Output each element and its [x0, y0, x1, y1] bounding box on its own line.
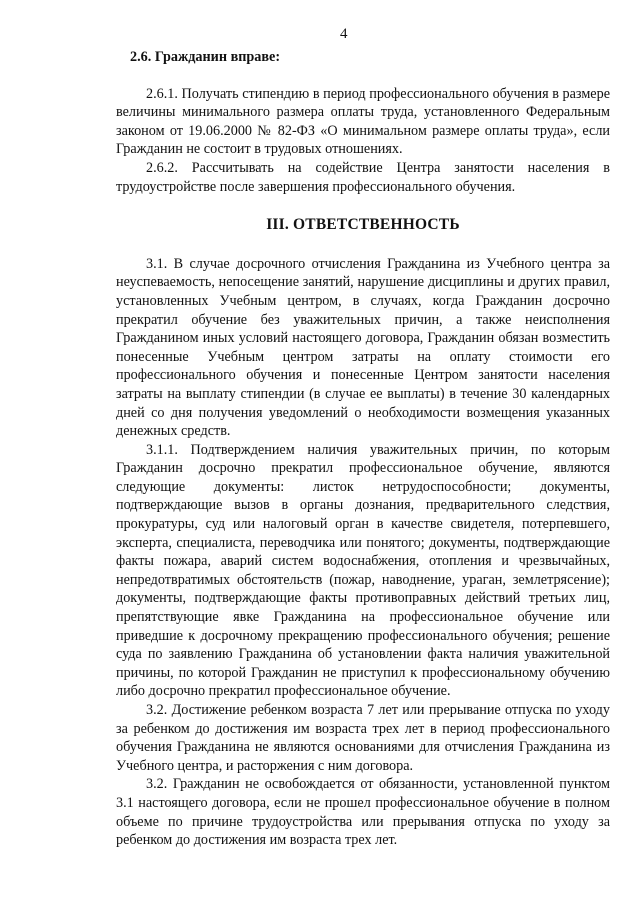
paragraph-3-1: 3.1. В случае досрочного отчисления Гражданина из Учебного центра за неуспеваемость, непосещение занятий, нарушение дисциплины и других правил, установленных Учебным центром, в случаях, когда Гражданин досрочно прекратил обучение без уважительных причин, а также неисполнения Гражданином иных условий настоящего договора, Гражданин обязан возместить понесенные Учебным центром затраты на оплату стоимости его профессионального обучения и понесенные Центром занятости населения затраты на выплату стипендии (в случае ее выплаты) в течение 30 календарных дней со дня получения уведомлений о необходимости возмещения указанных денежных средств.: [116, 255, 610, 440]
paragraph-2-6-1: 2.6.1. Получать стипендию в период профессионального обучения в размере величины минимального размера оплаты труда, установленного Федеральным законом от 19.06.2000 № 82-ФЗ «О минимальном размере оплаты труда», если Гражданин не состоит в трудовых отношениях.: [116, 85, 610, 158]
paragraph-3-2-b: 3.2. Гражданин не освобождается от обязанности, установленной пунктом 3.1 настоящего договора, если не прошел профессиональное обучение в полном объеме по причине трудоустройства или прерывания отпуска по уходу за ребенком до достижения им возраста трех лет.: [116, 776, 610, 849]
page-number: 4: [340, 26, 348, 42]
paragraph-2-6-2: 2.6.2. Рассчитывать на содействие Центра занятости населения в трудоустройстве после завершения профессионального обучения.: [116, 159, 610, 195]
paragraph-3-2-a: 3.2. Достижение ребенком возраста 7 лет или прерывание отпуска по уходу за ребенком до достижения им возраста трех лет в период профессионального обучения Гражданина не являются основаниями для отчисления Гражданина из Учебного центра, и расторжения с ним договора.: [116, 702, 610, 774]
chapter-3-heading: III. ОТВЕТСТВЕННОСТЬ: [266, 216, 460, 234]
document-body: [116, 48, 610, 850]
paragraph-3-1-1: 3.1.1. Подтверждением наличия уважительных причин, по которым Гражданин досрочно прекратил профессиональное обучение, являются следующие документы: листок нетрудоспособности; документы, подтверждающие вызов в органы дознания, предварительного следствия, прокуратуры, суд или налоговый орган в качестве свидетеля, потерпевшего, эксперта, специалиста, переводчика или понятого; документы, подтверждающие факты пожара, аварий систем водоснабжения, отопления и чрезвычайных, непредотвратимых обстоятельств (пожар, наводнение, ураган, землетрясение); документы, подтверждающие факты противоправных действий третьих лиц, препятствующие явке Гражданина на профессиональное обучение или приведшие к досрочному прекращению профессионального обучения; решение суда по заявлению Гражданина об установлении факта наличия уважительной причины, по которой Гражданин не приступил к профессиональному обучению либо досрочно прекратил профессиональное обучение.: [116, 441, 610, 700]
section-2-6-heading: 2.6. Гражданин вправе:: [130, 49, 281, 65]
